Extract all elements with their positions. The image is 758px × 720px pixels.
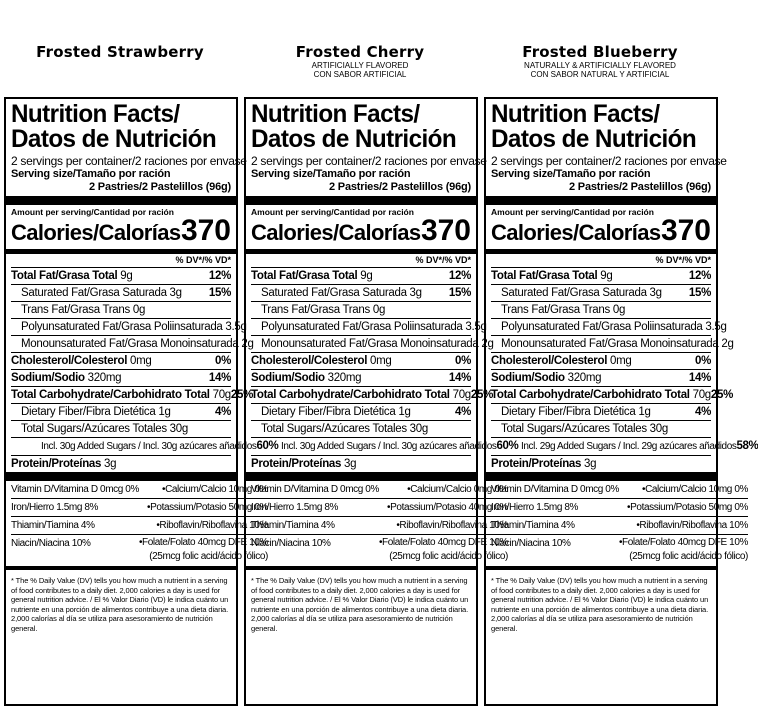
niacin: Niacin/Niacina 10%	[491, 538, 571, 549]
vitamins-minerals-grid	[11, 481, 268, 564]
total-fat-pct: 12%	[208, 270, 231, 282]
total-sugars-text: Total Sugars/Azúcares Totales 30g	[261, 423, 428, 435]
calcium: • Calcium/Calcio 10mg 0%	[619, 481, 748, 499]
added-sugars-row	[11, 438, 279, 456]
sodium-label: Sodium/Sodio	[491, 372, 565, 384]
cholesterol-row	[251, 353, 471, 370]
added-sugars-row	[251, 438, 519, 456]
calories-label: Calories/Calorías	[11, 220, 181, 245]
added-sugars-text: Incl. 30g Added Sugars / Incl. 30g azúcares añadidos	[281, 441, 497, 452]
divider-thick	[486, 196, 716, 205]
flavor-heading-2	[240, 44, 480, 79]
flavor-heading-1	[0, 44, 240, 61]
calories-value: 370	[180, 214, 231, 247]
iron: Iron/Hierro 1.5mg 8%	[11, 499, 139, 517]
total-carbohydrate-row	[251, 387, 494, 404]
servings-per-container: 2 servings per container/2 raciones por envase	[251, 154, 487, 168]
saturated-fat-text: Saturated Fat/Grasa Saturada 3g	[21, 287, 182, 299]
folate-amount: Folate/Folato 40mcg DFE 10%	[622, 537, 748, 548]
folate-folic-acid: (25mcg folic acid/ácido fólico)	[389, 551, 508, 562]
folate-amount: Folate/Folato 40mcg DFE 10%	[142, 537, 268, 548]
total-sugars-row	[251, 421, 471, 438]
total-fat-amount: 9g	[600, 270, 613, 282]
total-carbohydrate-row	[11, 387, 254, 404]
sodium-pct: 14%	[688, 372, 711, 384]
daily-value-footnote: * The % Daily Value (DV) tells you how much a nutrient in a serving of food contributes to a daily diet. 2,000 calories a day is used for general nutrition advice. / El % Valor Diario (VD) le indica cuánto un nutriente en una porción de alimentos contribuye a una dieta diaria. 2,000 calorías al día se utiliza para asesoramiento de nutrición general.	[11, 576, 229, 633]
carbohydrate-label: Total Carbohydrate/Carbohidrato Total	[251, 389, 450, 401]
dietary-fiber-pct: 4%	[454, 406, 471, 418]
potassium: • Potassium/Potasio 40mg 0%	[379, 499, 508, 517]
calories-row	[251, 214, 471, 247]
dietary-fiber-text: Dietary Fiber/Fibra Dietética 1g	[21, 406, 171, 418]
cholesterol-amount: 0mg	[130, 355, 152, 367]
panel-title-en: Nutrition Facts/	[491, 100, 660, 128]
carbohydrate-pct: 25%	[710, 389, 734, 401]
flavor-name: Frosted Strawberry	[36, 43, 204, 61]
total-fat-pct: 12%	[688, 270, 711, 282]
sodium-label: Sodium/Sodio	[11, 372, 85, 384]
calcium: • Calcium/Calcio 0mg 0%	[379, 481, 508, 499]
added-sugars-text: Incl. 29g Added Sugars / Incl. 29g azúcares añadidos	[521, 441, 737, 452]
nutrition-facts-panel-2	[244, 97, 519, 706]
total-carbohydrate-row	[491, 387, 734, 404]
nutrition-facts-panel-3	[484, 97, 758, 706]
sodium-pct: 14%	[208, 372, 231, 384]
total-fat-row	[491, 268, 711, 285]
protein-amount: 3g	[584, 458, 597, 470]
riboflavin: • Riboflavin/Riboflavina 10%	[139, 517, 268, 535]
dietary-fiber-row	[491, 404, 711, 421]
amount-per-serving: Amount per serving/Cantidad por ración	[11, 207, 174, 217]
protein-label: Protein/Proteínas	[491, 458, 582, 470]
calories-value: 370	[420, 214, 471, 247]
trans-fat-text: Trans Fat/Grasa Trans 0g	[501, 304, 626, 316]
vitamin-d: Vitamin D/Vitamina D 0mcg 0%	[491, 481, 619, 499]
total-fat-label: Total Fat/Grasa Total	[491, 270, 598, 282]
daily-value-footnote: * The % Daily Value (DV) tells you how much a nutrient in a serving of food contributes to a daily diet. 2,000 calories a day is used for general nutrition advice. / El % Valor Diario (VD) le indica cuánto un nutriente en una porción de alimentos contribuye a una dieta diaria. 2,000 calorías al día se utiliza para asesoramiento de nutrición general.	[251, 576, 469, 633]
serving-size-value: 2 Pastries/2 Pastelillos (96g)	[569, 181, 711, 193]
daily-value-footnote: * The % Daily Value (DV) tells you how much a nutrient in a serving of food contributes to a daily diet. 2,000 calories a day is used for general nutrition advice. / El % Valor Diario (VD) le indica cuánto un nutriente en una porción de alimentos contribuye a una dieta diaria. 2,000 calorías al día se utiliza para asesoramiento de nutrición general.	[491, 576, 709, 633]
saturated-fat-row	[11, 285, 231, 302]
thiamin: Thiamin/Tiamina 4%	[491, 517, 619, 535]
divider-thick	[246, 196, 476, 205]
niacin: Niacin/Niacina 10%	[11, 538, 91, 549]
serving-size-value: 2 Pastries/2 Pastelillos (96g)	[89, 181, 231, 193]
vitamin-d: Vitamin D/Vitamina D 0mcg 0%	[11, 481, 139, 499]
dietary-fiber-row	[11, 404, 231, 421]
serving-size-label: Serving size/Tamaño por ración	[251, 168, 411, 180]
saturated-fat-pct: 15%	[448, 287, 471, 299]
flavor-name: Frosted Cherry	[295, 43, 425, 61]
vitamins-minerals-grid	[491, 481, 748, 564]
thiamin: Thiamin/Tiamina 4%	[11, 517, 139, 535]
sodium-row	[251, 370, 471, 387]
saturated-fat-row	[491, 285, 711, 302]
flavor-subtitle-2: CON SABOR ARTIFICIAL	[313, 70, 407, 79]
saturated-fat-text: Saturated Fat/Grasa Saturada 3g	[261, 287, 422, 299]
cholesterol-pct: 0%	[694, 355, 711, 367]
protein-amount: 3g	[104, 458, 117, 470]
monounsaturated-fat-row	[251, 336, 494, 353]
protein-row	[11, 456, 231, 472]
sodium-label: Sodium/Sodio	[251, 372, 325, 384]
iron: Iron/Hierro 1.5mg 8%	[251, 499, 379, 517]
cholesterol-row	[491, 353, 711, 370]
amount-per-serving: Amount per serving/Cantidad por ración	[251, 207, 414, 217]
trans-fat-row	[251, 302, 471, 319]
folate-amount: Folate/Folato 40mcg DFE 10%	[382, 537, 508, 548]
total-fat-row	[251, 268, 471, 285]
iron: Iron/Hierro 1.5mg 8%	[491, 499, 619, 517]
carbohydrate-label: Total Carbohydrate/Carbohidrato Total	[11, 389, 210, 401]
dietary-fiber-pct: 4%	[694, 406, 711, 418]
calories-row	[491, 214, 711, 247]
panel-title-es: Datos de Nutrición	[251, 125, 457, 153]
total-fat-label: Total Fat/Grasa Total	[11, 270, 118, 282]
trans-fat-text: Trans Fat/Grasa Trans 0g	[261, 304, 386, 316]
calories-label: Calories/Calorías	[491, 220, 661, 245]
saturated-fat-pct: 15%	[208, 287, 231, 299]
cholesterol-row	[11, 353, 231, 370]
amount-per-serving: Amount per serving/Cantidad por ración	[491, 207, 654, 217]
added-sugars-pct: 60%	[256, 440, 279, 452]
riboflavin: • Riboflavin/Riboflavina 10%	[619, 517, 748, 535]
serving-size-label: Serving size/Tamaño por ración	[11, 168, 171, 180]
cholesterol-amount: 0mg	[610, 355, 632, 367]
divider-medium	[6, 566, 236, 570]
vitamin-d: Vitamin D/Vitamina D 0mcg 0%	[251, 481, 379, 499]
sodium-amount: 320mg	[327, 372, 362, 384]
vitamins-minerals-grid	[251, 481, 508, 564]
calories-row	[11, 214, 231, 247]
monounsaturated-fat-text: Monounsaturated Fat/Grasa Monoinsaturada 2g	[261, 338, 494, 350]
polyunsaturated-fat-text: Polyunsaturated Fat/Grasa Poliinsaturada 3.5g	[501, 321, 727, 333]
polyunsaturated-fat-text: Polyunsaturated Fat/Grasa Poliinsaturada 3.5g	[261, 321, 487, 333]
polyunsaturated-fat-text: Polyunsaturated Fat/Grasa Poliinsaturada 3.5g	[21, 321, 247, 333]
trans-fat-row	[11, 302, 231, 319]
flavor-subtitle-2: CON SABOR NATURAL Y ARTIFICIAL	[530, 70, 670, 79]
sodium-amount: 320mg	[87, 372, 122, 384]
added-sugars-pct: 60%	[496, 440, 519, 452]
total-sugars-text: Total Sugars/Azúcares Totales 30g	[21, 423, 188, 435]
total-fat-amount: 9g	[360, 270, 373, 282]
nutrition-facts-panel-1	[4, 97, 279, 706]
calcium: • Calcium/Calcio 10mg 0%	[139, 481, 268, 499]
saturated-fat-pct: 15%	[688, 287, 711, 299]
daily-value-header: % DV*/% VD*	[491, 254, 711, 268]
sodium-amount: 320mg	[567, 372, 602, 384]
cholesterol-label: Cholesterol/Colesterol	[11, 355, 128, 367]
flavor-subtitle-1: ARTIFICIALLY FLAVORED	[311, 61, 409, 70]
divider-medium	[486, 566, 716, 570]
total-fat-row	[11, 268, 231, 285]
protein-row	[491, 456, 711, 472]
monounsaturated-fat-row	[11, 336, 254, 353]
dietary-fiber-text: Dietary Fiber/Fibra Dietética 1g	[501, 406, 651, 418]
dietary-fiber-pct: 4%	[214, 406, 231, 418]
calories-value: 370	[660, 214, 711, 247]
flavor-heading-3	[480, 44, 720, 79]
folate	[619, 535, 748, 564]
cholesterol-pct: 0%	[454, 355, 471, 367]
polyunsaturated-fat-row	[251, 319, 487, 336]
trans-fat-text: Trans Fat/Grasa Trans 0g	[21, 304, 146, 316]
sodium-row	[11, 370, 231, 387]
daily-value-header: % DV*/% VD*	[251, 254, 471, 268]
servings-per-container: 2 servings per container/2 raciones por envase	[491, 154, 727, 168]
dietary-fiber-text: Dietary Fiber/Fibra Dietética 1g	[261, 406, 411, 418]
saturated-fat-row	[251, 285, 471, 302]
divider-thick	[486, 472, 716, 481]
panel-title-en: Nutrition Facts/	[251, 100, 420, 128]
carbohydrate-amount: 70g	[212, 389, 231, 401]
serving-size-label: Serving size/Tamaño por ración	[491, 168, 651, 180]
total-fat-label: Total Fat/Grasa Total	[251, 270, 358, 282]
panel-title-es: Datos de Nutrición	[11, 125, 217, 153]
divider-medium	[246, 566, 476, 570]
cholesterol-amount: 0mg	[370, 355, 392, 367]
carbohydrate-pct: 25%	[470, 389, 494, 401]
protein-amount: 3g	[344, 458, 357, 470]
daily-value-header: % DV*/% VD*	[11, 254, 231, 268]
monounsaturated-fat-text: Monounsaturated Fat/Grasa Monoinsaturada 2g	[501, 338, 734, 350]
cholesterol-label: Cholesterol/Colesterol	[491, 355, 608, 367]
carbohydrate-label: Total Carbohydrate/Carbohidrato Total	[491, 389, 690, 401]
cholesterol-label: Cholesterol/Colesterol	[251, 355, 368, 367]
serving-size-value: 2 Pastries/2 Pastelillos (96g)	[329, 181, 471, 193]
potassium: • Potassium/Potasio 50mg 0%	[619, 499, 748, 517]
panel-title-en: Nutrition Facts/	[11, 100, 180, 128]
folate-folic-acid: (25mcg folic acid/ácido fólico)	[629, 551, 748, 562]
polyunsaturated-fat-row	[491, 319, 727, 336]
added-sugars-text: Incl. 30g Added Sugars / Incl. 30g azúcares añadidos	[41, 441, 257, 452]
added-sugars-pct: 58%	[736, 440, 758, 452]
monounsaturated-fat-row	[491, 336, 734, 353]
monounsaturated-fat-text: Monounsaturated Fat/Grasa Monoinsaturada 2g	[21, 338, 254, 350]
cholesterol-pct: 0%	[214, 355, 231, 367]
trans-fat-row	[491, 302, 711, 319]
total-fat-pct: 12%	[448, 270, 471, 282]
servings-per-container: 2 servings per container/2 raciones por envase	[11, 154, 247, 168]
carbohydrate-amount: 70g	[452, 389, 471, 401]
total-sugars-row	[11, 421, 231, 438]
flavor-name: Frosted Blueberry	[522, 43, 678, 61]
protein-label: Protein/Proteínas	[251, 458, 342, 470]
total-sugars-row	[491, 421, 711, 438]
divider-thick	[6, 472, 236, 481]
panel-title-es: Datos de Nutrición	[491, 125, 697, 153]
folate-folic-acid: (25mcg folic acid/ácido fólico)	[149, 551, 268, 562]
protein-row	[251, 456, 471, 472]
flavor-subtitle-1: NATURALLY & ARTIFICIALLY FLAVORED	[524, 61, 676, 70]
carbohydrate-pct: 25%	[230, 389, 254, 401]
total-fat-amount: 9g	[120, 270, 133, 282]
thiamin: Thiamin/Tiamina 4%	[251, 517, 379, 535]
riboflavin: • Riboflavin/Riboflavina 10%	[379, 517, 508, 535]
protein-label: Protein/Proteínas	[11, 458, 102, 470]
calories-label: Calories/Calorías	[251, 220, 421, 245]
dietary-fiber-row	[251, 404, 471, 421]
total-sugars-text: Total Sugars/Azúcares Totales 30g	[501, 423, 668, 435]
added-sugars-row	[491, 438, 758, 456]
potassium: • Potassium/Potasio 50mg 0%	[139, 499, 268, 517]
niacin: Niacin/Niacina 10%	[251, 538, 331, 549]
saturated-fat-text: Saturated Fat/Grasa Saturada 3g	[501, 287, 662, 299]
sodium-pct: 14%	[448, 372, 471, 384]
divider-thick	[6, 196, 236, 205]
carbohydrate-amount: 70g	[692, 389, 711, 401]
polyunsaturated-fat-row	[11, 319, 247, 336]
divider-thick	[246, 472, 476, 481]
sodium-row	[491, 370, 711, 387]
